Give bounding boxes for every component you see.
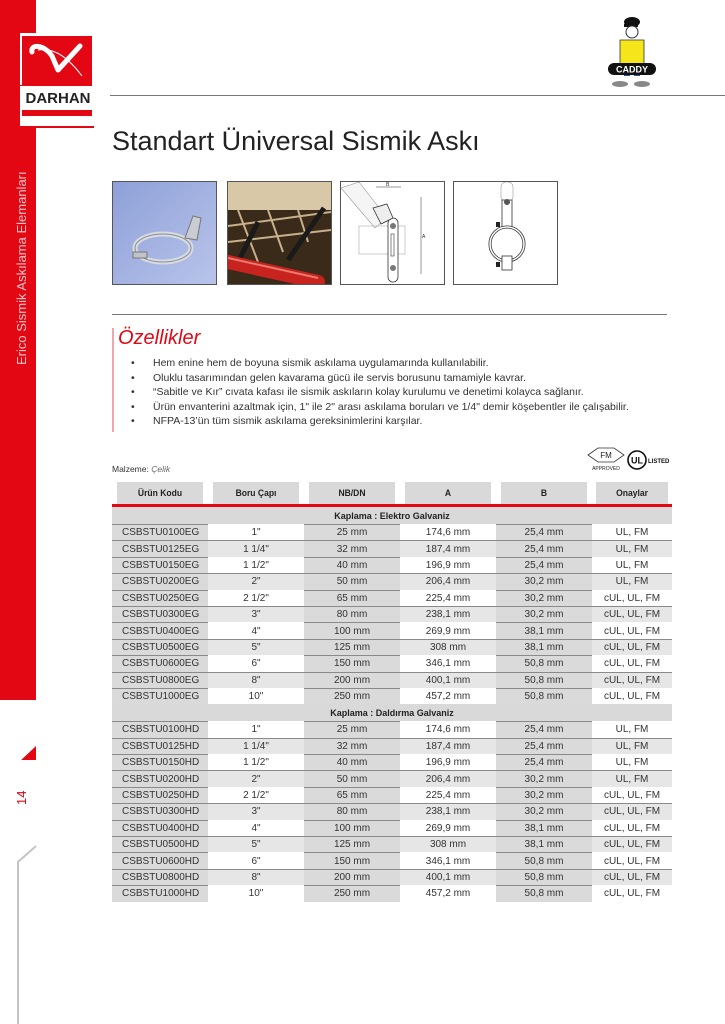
product-code-cell: CSBSTU0400HD [112,820,208,836]
dim-a-cell: 238,1 mm [400,606,496,622]
pipe-size-cell: 1" [208,722,304,738]
table-header-row [112,482,672,506]
table-row [112,853,672,869]
table-row [112,525,672,541]
fm-approved-icon [586,446,626,472]
pipe-size-cell: 2" [208,771,304,787]
svg-text:B: B [386,182,390,188]
feature-item: • Ürün envanterini azaltmak için, 1" ile 2" arası askılama boruları ve 1/4" demir köşebentler ile çalışabilir. [128,400,629,415]
approvals-cell: cUL, UL, FM [592,656,672,672]
approvals-cell: UL, FM [592,738,672,754]
dim-a-cell: 457,2 mm [400,886,496,902]
nb-dn-cell: 250 mm [304,886,400,902]
brand-name: DARHAN [25,90,91,107]
nb-dn-cell: 200 mm [304,672,400,688]
dim-b-cell: 38,1 mm [496,639,592,655]
dim-b-cell: 38,1 mm [496,623,592,639]
table-section-row [112,506,672,525]
approvals-cell: cUL, UL, FM [592,590,672,606]
feature-item: • “Sabitle ve Kır” cıvata kafası ile sismik askıların kolay kurulumu ve denetimi kolayca sağlanır. [128,385,629,400]
svg-text:UL: UL [631,455,643,466]
table-row [112,656,672,672]
approvals-cell: cUL, UL, FM [592,853,672,869]
dim-b-cell: 38,1 mm [496,820,592,836]
nb-dn-cell: 50 mm [304,771,400,787]
product-code-cell: CSBSTU0150EG [112,557,208,573]
section-title: Kaplama : Elektro Galvaniz [112,506,672,525]
nb-dn-cell: 32 mm [304,738,400,754]
dim-b-cell: 25,4 mm [496,722,592,738]
table-row [112,869,672,885]
nb-dn-cell: 50 mm [304,574,400,590]
installation-photo [227,181,332,285]
material-label: Malzeme: [112,464,149,474]
dim-a-cell: 174,6 mm [400,525,496,541]
nb-dn-cell: 200 mm [304,869,400,885]
dim-a-cell: 174,6 mm [400,722,496,738]
column-header: Boru Çapı [213,482,299,506]
material-info [112,464,170,474]
sidebar-band-cut [0,700,36,760]
product-code-cell: CSBSTU0300HD [112,804,208,820]
nb-dn-cell: 25 mm [304,722,400,738]
column-header: B [501,482,587,506]
approvals-cell: UL, FM [592,722,672,738]
dim-b-cell: 50,8 mm [496,672,592,688]
product-code-cell: CSBSTU0150HD [112,755,208,771]
table-row [112,590,672,606]
dim-b-cell: 30,2 mm [496,771,592,787]
product-code-cell: CSBSTU0600HD [112,853,208,869]
dim-a-cell: 346,1 mm [400,656,496,672]
nb-dn-cell: 100 mm [304,623,400,639]
nb-dn-cell: 150 mm [304,853,400,869]
table-row [112,738,672,754]
pipe-size-cell: 3" [208,606,304,622]
table-row [112,574,672,590]
dim-b-cell: 50,8 mm [496,688,592,704]
approvals-cell: cUL, UL, FM [592,869,672,885]
dim-a-cell: 196,9 mm [400,557,496,573]
dim-b-cell: 50,8 mm [496,869,592,885]
pipe-size-cell: 8" [208,869,304,885]
dim-a-cell: 269,9 mm [400,623,496,639]
front-drawing [453,181,558,285]
dim-b-cell: 25,4 mm [496,525,592,541]
nb-dn-cell: 125 mm [304,639,400,655]
approvals-cell: cUL, UL, FM [592,787,672,803]
approvals-cell: cUL, UL, FM [592,886,672,902]
dim-a-cell: 457,2 mm [400,688,496,704]
pipe-size-cell: 5" [208,639,304,655]
svg-text:LISTED: LISTED [648,459,670,465]
approvals-cell: cUL, UL, FM [592,672,672,688]
dim-a-cell: 308 mm [400,639,496,655]
side-drawing [340,181,445,285]
approvals-cell: cUL, UL, FM [592,837,672,853]
table-section-row [112,704,672,722]
table-row [112,541,672,557]
product-code-cell: CSBSTU0600EG [112,656,208,672]
material-value: Çelik [151,464,171,474]
dim-b-cell: 30,2 mm [496,590,592,606]
pipe-size-cell: 1 1/2" [208,557,304,573]
product-code-cell: CSBSTU0250EG [112,590,208,606]
dim-a-cell: 269,9 mm [400,820,496,836]
nb-dn-cell: 40 mm [304,557,400,573]
nb-dn-cell: 65 mm [304,787,400,803]
features-title: Özellikler [118,327,201,349]
pipe-size-cell: 1 1/4" [208,738,304,754]
pipe-size-cell: 2 1/2" [208,590,304,606]
section-title: Kaplama : Daldırma Galvaniz [112,704,672,722]
nb-dn-cell: 25 mm [304,525,400,541]
dim-a-cell: 187,4 mm [400,738,496,754]
nb-dn-cell: 80 mm [304,606,400,622]
approvals-cell: UL, FM [592,574,672,590]
approvals-cell: cUL, UL, FM [592,820,672,836]
table-row [112,820,672,836]
pipe-size-cell: 4" [208,820,304,836]
section-title-vertical: Erico Sismik Askılama Elemanları [14,171,29,365]
pipe-size-cell: 10" [208,886,304,902]
table-row [112,771,672,787]
table-row [112,755,672,771]
pipe-size-cell: 1 1/4" [208,541,304,557]
table-row [112,837,672,853]
logo-frame [0,0,100,132]
table-row [112,688,672,704]
caddy-logo [604,10,659,90]
table-row [112,886,672,902]
approvals-cell: cUL, UL, FM [592,639,672,655]
dim-a-cell: 400,1 mm [400,869,496,885]
approvals-cell: UL, FM [592,755,672,771]
svg-text:APPROVED: APPROVED [592,466,620,472]
dim-a-cell: 196,9 mm [400,755,496,771]
pipe-size-cell: 5" [208,837,304,853]
dim-a-cell: 206,4 mm [400,771,496,787]
dim-b-cell: 25,4 mm [496,755,592,771]
table-row [112,639,672,655]
approvals-cell: cUL, UL, FM [592,804,672,820]
product-code-cell: CSBSTU0300EG [112,606,208,622]
product-code-cell: CSBSTU0800HD [112,869,208,885]
nb-dn-cell: 40 mm [304,755,400,771]
section-divider [112,314,667,315]
product-code-cell: CSBSTU0500HD [112,837,208,853]
nb-dn-cell: 125 mm [304,837,400,853]
dim-b-cell: 50,8 mm [496,853,592,869]
table-row [112,787,672,803]
dim-a-cell: 225,4 mm [400,787,496,803]
dim-a-cell: 187,4 mm [400,541,496,557]
product-code-cell: CSBSTU0400EG [112,623,208,639]
product-code-cell: CSBSTU1000HD [112,886,208,902]
product-code-cell: CSBSTU0100HD [112,722,208,738]
product-code-cell: CSBSTU0200EG [112,574,208,590]
product-photo [112,181,217,285]
dim-a-cell: 308 mm [400,837,496,853]
feature-item: • Oluklu tasarımından gelen kavarama gücü ile servis borusunu tamamiyle kavrar. [128,371,629,386]
table-row [112,672,672,688]
dim-b-cell: 25,4 mm [496,738,592,754]
table-row [112,722,672,738]
column-header: Onaylar [596,482,668,506]
nb-dn-cell: 65 mm [304,590,400,606]
table-row [112,606,672,622]
spec-table [112,482,672,902]
dim-b-cell: 50,8 mm [496,886,592,902]
pipe-size-cell: 8" [208,672,304,688]
pipe-size-cell: 2" [208,574,304,590]
pipe-size-cell: 1 1/2" [208,755,304,771]
approvals-cell: cUL, UL, FM [592,606,672,622]
header-divider [110,95,725,96]
pipe-size-cell: 1" [208,525,304,541]
table-row [112,804,672,820]
pipe-size-cell: 10" [208,688,304,704]
column-header: NB/DN [309,482,395,506]
pipe-size-cell: 4" [208,623,304,639]
page-title: Standart Üniversal Sismik Askı [112,126,480,156]
feature-item: • Hem enine hem de boyuna sismik askılama uygulamarında kullanılabilir. [128,356,629,371]
nb-dn-cell: 100 mm [304,820,400,836]
approvals-cell: UL, FM [592,541,672,557]
dim-a-cell: 206,4 mm [400,574,496,590]
nb-dn-cell: 32 mm [304,541,400,557]
nb-dn-cell: 150 mm [304,656,400,672]
dim-b-cell: 30,2 mm [496,606,592,622]
nb-dn-cell: 250 mm [304,688,400,704]
product-code-cell: CSBSTU0800EG [112,672,208,688]
dim-a-cell: 225,4 mm [400,590,496,606]
product-code-cell: CSBSTU0200HD [112,771,208,787]
svg-text:CADDY: CADDY [615,64,649,75]
dim-a-cell: 346,1 mm [400,853,496,869]
pipe-size-cell: 2 1/2" [208,787,304,803]
product-code-cell: CSBSTU1000EG [112,688,208,704]
dim-b-cell: 30,2 mm [496,787,592,803]
dim-b-cell: 30,2 mm [496,804,592,820]
approvals-cell: cUL, UL, FM [592,623,672,639]
approvals-cell: UL, FM [592,525,672,541]
approvals-cell: UL, FM [592,771,672,787]
product-code-cell: CSBSTU0500EG [112,639,208,655]
product-code-cell: CSBSTU0250HD [112,787,208,803]
dim-a-cell: 238,1 mm [400,804,496,820]
nb-dn-cell: 80 mm [304,804,400,820]
svg-text:FM: FM [600,451,612,460]
dim-b-cell: 30,2 mm [496,574,592,590]
product-code-cell: CSBSTU0125HD [112,738,208,754]
svg-text:A: A [422,234,426,240]
pipe-size-cell: 6" [208,656,304,672]
dim-a-cell: 400,1 mm [400,672,496,688]
features-accent-bar [112,328,114,432]
ul-listed-icon [627,446,673,472]
pipe-size-cell: 6" [208,853,304,869]
dim-b-cell: 38,1 mm [496,837,592,853]
product-code-cell: CSBSTU0125EG [112,541,208,557]
table-row [112,623,672,639]
column-header: A [405,482,491,506]
pipe-size-cell: 3" [208,804,304,820]
features-list [128,356,629,429]
column-header: Ürün Kodu [117,482,203,506]
side-decorative-line [14,840,44,1024]
page-number: 14 [14,790,29,805]
product-code-cell: CSBSTU0100EG [112,525,208,541]
feature-item: • NFPA-13’ün tüm sismik askılama gereksinimlerini karşılar. [128,414,629,429]
approvals-cell: cUL, UL, FM [592,688,672,704]
dim-b-cell: 25,4 mm [496,541,592,557]
approvals-cell: UL, FM [592,557,672,573]
table-row [112,557,672,573]
dim-b-cell: 50,8 mm [496,656,592,672]
dim-b-cell: 25,4 mm [496,557,592,573]
